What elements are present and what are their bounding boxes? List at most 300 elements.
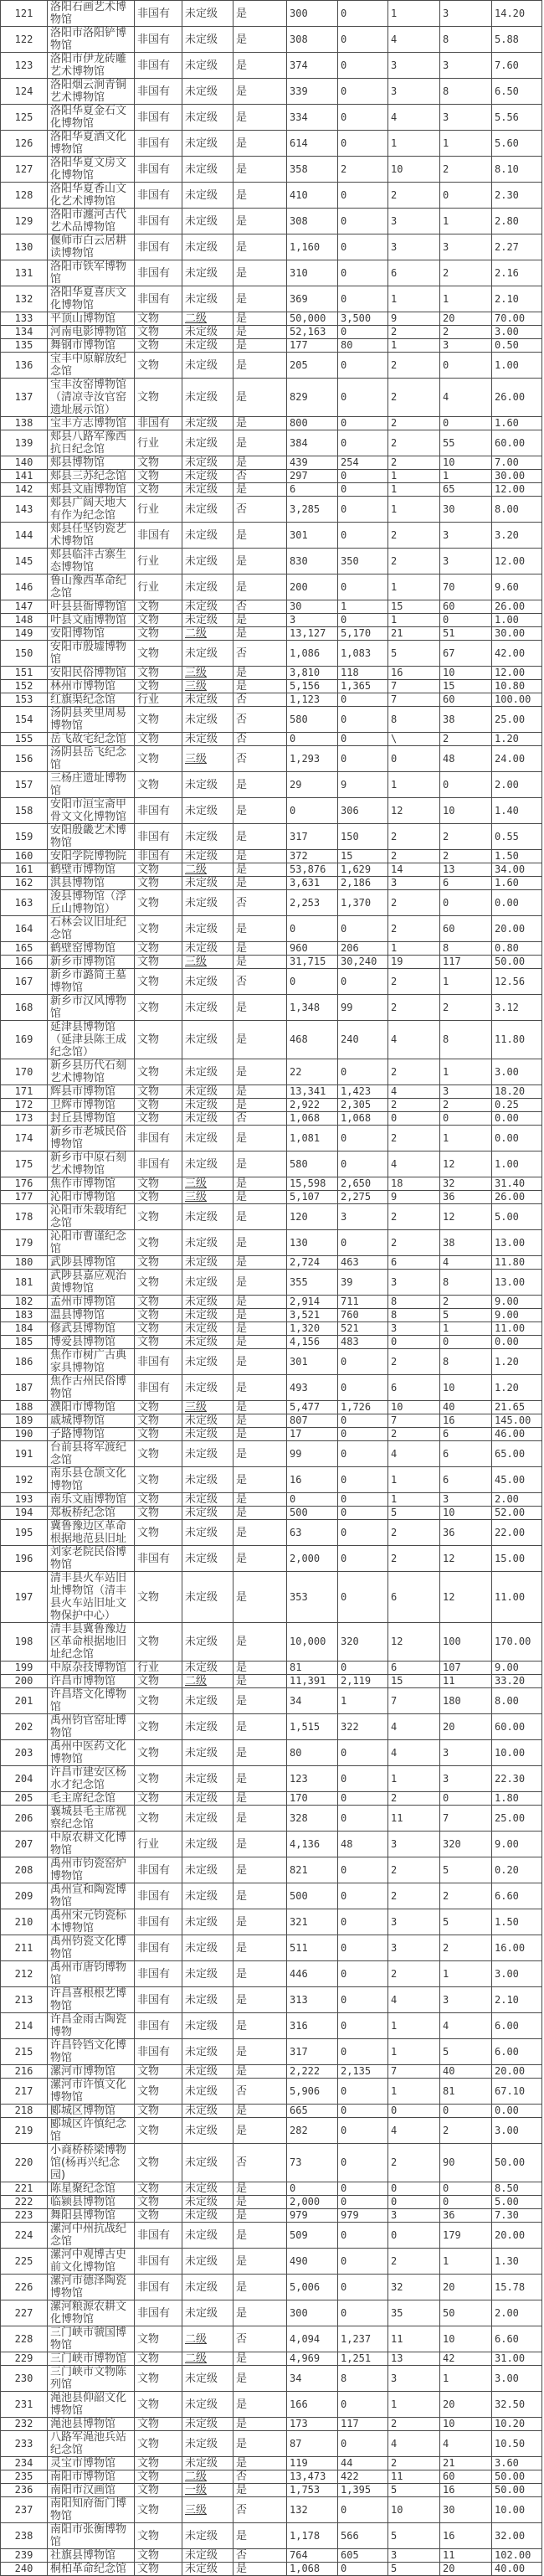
- table-row: [1, 157, 542, 183]
- table-row: [1, 2457, 542, 2470]
- row-number-cell: 238: [1, 2523, 48, 2549]
- table-row: [1, 1883, 542, 1909]
- museum-name-cell: 许昌塔文化博物馆: [48, 1688, 135, 1714]
- yes-no-cell: 是: [234, 956, 287, 969]
- row-number-cell: 137: [1, 379, 48, 417]
- grade-cell: 未定级: [182, 969, 234, 995]
- museum-name-cell: 台前县将军渡纪念馆: [48, 1441, 135, 1467]
- numeric-cell-1: 328: [287, 1806, 338, 1832]
- table-row: [1, 850, 542, 863]
- grade-cell: 未定级: [182, 497, 234, 523]
- museum-name-cell: 卫辉市博物馆: [48, 1099, 135, 1112]
- numeric-cell-4: 10: [440, 2326, 492, 2352]
- table-row: [1, 1349, 542, 1375]
- yes-no-cell: 是: [234, 1296, 287, 1309]
- row-number-cell: 196: [1, 1546, 48, 1572]
- museum-name-cell: 安阳学院博物院: [48, 850, 135, 863]
- numeric-cell-5: 20.00: [492, 916, 542, 942]
- numeric-cell-3: 16: [388, 667, 440, 680]
- row-number-cell: 230: [1, 2366, 48, 2392]
- table-row: [1, 105, 542, 131]
- category-cell: 文物: [135, 1572, 182, 1623]
- numeric-cell-1: 6: [287, 483, 338, 497]
- numeric-cell-4: 2: [440, 995, 492, 1021]
- row-number-cell: 213: [1, 1987, 48, 2013]
- category-cell: 非国有: [135, 2223, 182, 2249]
- table-row: [1, 2079, 542, 2105]
- numeric-cell-2: 0: [338, 53, 388, 79]
- numeric-cell-2: 0: [338, 1349, 388, 1375]
- yes-no-cell: 是: [234, 157, 287, 183]
- museum-name-cell: 宝丰汝窑博物馆（清凉寺汝官窑遗址展示馆）: [48, 379, 135, 417]
- numeric-cell-5: 31.40: [492, 1177, 542, 1191]
- row-number-cell: 207: [1, 1832, 48, 1857]
- yes-no-cell: 是: [234, 1675, 287, 1688]
- numeric-cell-3: 18: [388, 1177, 440, 1191]
- table-row: [1, 1572, 542, 1623]
- numeric-cell-4: 2: [440, 733, 492, 746]
- grade-cell: [182, 627, 234, 641]
- yes-no-cell: 是: [234, 1493, 287, 1507]
- table-row: [1, 1675, 542, 1688]
- row-number-cell: 178: [1, 1204, 48, 1230]
- numeric-cell-4: 11: [440, 2549, 492, 2563]
- numeric-cell-1: 800: [287, 417, 338, 430]
- numeric-cell-1: 1,068: [287, 1112, 338, 1126]
- grade-cell: [182, 2484, 234, 2497]
- grade-cell: 未定级: [182, 2275, 234, 2300]
- row-number-cell: 233: [1, 2431, 48, 2457]
- table-row: [1, 1336, 542, 1349]
- table-row: [1, 183, 542, 209]
- numeric-cell-1: 166: [287, 2392, 338, 2418]
- yes-no-cell: 是: [234, 2431, 287, 2457]
- row-number-cell: 124: [1, 79, 48, 105]
- category-cell: 非国有: [135, 209, 182, 234]
- grade-underlined-text: 二级: [185, 1675, 208, 1687]
- numeric-cell-1: 317: [287, 2039, 338, 2065]
- numeric-cell-1: 308: [287, 27, 338, 53]
- numeric-cell-2: 1,251: [338, 2352, 388, 2366]
- numeric-cell-1: 2,914: [287, 1296, 338, 1309]
- row-number-cell: 184: [1, 1322, 48, 1336]
- row-number-cell: 193: [1, 1493, 48, 1507]
- numeric-cell-5: 26.00: [492, 379, 542, 417]
- numeric-cell-5: 31.00: [492, 2352, 542, 2366]
- row-number-cell: 173: [1, 1112, 48, 1126]
- museum-name-cell: 岳飞故宅纪念馆: [48, 733, 135, 746]
- yes-no-cell: 是: [234, 1507, 287, 1520]
- museum-name-cell: 漯河中观博古史前文化博物馆: [48, 2249, 135, 2275]
- numeric-cell-3: 13: [388, 2352, 440, 2366]
- numeric-cell-5: 33.20: [492, 1675, 542, 1688]
- museum-name-cell: 鲁山豫西革命纪念馆: [48, 574, 135, 600]
- category-cell: 文物: [135, 733, 182, 746]
- row-number-cell: 148: [1, 614, 48, 627]
- numeric-cell-5: 0.80: [492, 942, 542, 956]
- table-row: [1, 234, 542, 260]
- numeric-cell-3: 3: [388, 2209, 440, 2223]
- grade-cell: 未定级: [182, 1935, 234, 1961]
- numeric-cell-1: 301: [287, 1349, 338, 1375]
- row-number-cell: 161: [1, 863, 48, 877]
- museum-name-cell: 许昌喜根根艺博物馆: [48, 1987, 135, 2013]
- grade-cell: 未定级: [182, 2549, 234, 2563]
- table-row: [1, 1714, 542, 1740]
- grade-cell: 未定级: [182, 614, 234, 627]
- numeric-cell-1: 81: [287, 1662, 338, 1675]
- grade-cell: 未定级: [182, 209, 234, 234]
- grade-cell: 未定级: [182, 1296, 234, 1309]
- numeric-cell-4: 3: [440, 339, 492, 353]
- museum-name-cell: 河南电影博物馆: [48, 326, 135, 339]
- museum-name-cell: 洛阳石画艺术博物馆: [48, 1, 135, 27]
- numeric-cell-3: 4: [388, 1740, 440, 1766]
- grade-cell: 未定级: [182, 456, 234, 470]
- numeric-cell-2: 0: [338, 1740, 388, 1766]
- numeric-cell-4: 3: [440, 53, 492, 79]
- museum-name-cell: 陈星聚纪念馆: [48, 2182, 135, 2196]
- numeric-cell-3: 8: [388, 1309, 440, 1322]
- numeric-cell-3: 1: [388, 497, 440, 523]
- grade-cell: 未定级: [182, 1806, 234, 1832]
- numeric-cell-3: 6: [388, 1572, 440, 1623]
- numeric-cell-1: 3,810: [287, 667, 338, 680]
- yes-no-cell: 是: [234, 772, 287, 798]
- grade-cell: 未定级: [182, 2144, 234, 2182]
- grade-cell: 未定级: [182, 916, 234, 942]
- grade-cell: 未定级: [182, 2392, 234, 2418]
- numeric-cell-1: 170: [287, 1792, 338, 1806]
- museum-name-cell: 中原农耕文化博物馆: [48, 1832, 135, 1857]
- table-row: [1, 2065, 542, 2079]
- numeric-cell-2: 711: [338, 1296, 388, 1309]
- yes-no-cell: 否: [234, 733, 287, 746]
- yes-no-cell: 是: [234, 1623, 287, 1662]
- grade-cell: 未定级: [182, 693, 234, 707]
- numeric-cell-3: 4: [388, 1714, 440, 1740]
- numeric-cell-5: 21.65: [492, 1401, 542, 1414]
- numeric-cell-5: 46.00: [492, 1428, 542, 1441]
- numeric-cell-4: 10: [440, 2418, 492, 2431]
- table-row: [1, 1987, 542, 2013]
- numeric-cell-1: 1,160: [287, 234, 338, 260]
- numeric-cell-4: 20: [440, 1714, 492, 1740]
- yes-no-cell: 是: [234, 79, 287, 105]
- table-row: [1, 1832, 542, 1857]
- museum-name-cell: 南阳市张衡博物馆: [48, 2523, 135, 2549]
- yes-no-cell: 是: [234, 523, 287, 549]
- table-row: [1, 470, 542, 483]
- row-number-cell: 177: [1, 1191, 48, 1204]
- museum-name-cell: 舞钢市博物馆: [48, 339, 135, 353]
- numeric-cell-4: 0: [440, 1112, 492, 1126]
- yes-no-cell: 是: [234, 1909, 287, 1935]
- row-number-cell: 131: [1, 260, 48, 286]
- numeric-cell-4: 16: [440, 2484, 492, 2497]
- grade-cell: 未定级: [182, 1441, 234, 1467]
- numeric-cell-3: 1: [388, 574, 440, 600]
- row-number-cell: 204: [1, 1766, 48, 1792]
- numeric-cell-4: 1: [440, 1322, 492, 1336]
- row-number-cell: 136: [1, 353, 48, 379]
- numeric-cell-5: 10.50: [492, 2431, 542, 2457]
- numeric-cell-2: 0: [338, 353, 388, 379]
- numeric-cell-3: 3: [388, 1832, 440, 1857]
- numeric-cell-3: 3: [388, 2366, 440, 2392]
- row-number-cell: 176: [1, 1177, 48, 1191]
- numeric-cell-4: 12: [440, 1546, 492, 1572]
- museum-name-cell: 禹州宣和陶瓷博物馆: [48, 1883, 135, 1909]
- numeric-cell-5: 9.00: [492, 1662, 542, 1675]
- grade-cell: 未定级: [182, 707, 234, 733]
- numeric-cell-4: 3: [440, 1, 492, 27]
- numeric-cell-1: 317: [287, 824, 338, 850]
- museum-name-cell: 林州市博物馆: [48, 680, 135, 693]
- numeric-cell-4: 60: [440, 916, 492, 942]
- table-row: [1, 574, 542, 600]
- table-row: [1, 1151, 542, 1177]
- yes-no-cell: 是: [234, 1883, 287, 1909]
- numeric-cell-1: 509: [287, 2223, 338, 2249]
- yes-no-cell: 否: [234, 2079, 287, 2105]
- numeric-cell-4: 1: [440, 470, 492, 483]
- grade-cell: 未定级: [182, 798, 234, 824]
- numeric-cell-2: 0: [338, 1662, 388, 1675]
- table-row: [1, 2182, 542, 2196]
- numeric-cell-3: 15: [388, 600, 440, 614]
- grade-cell: 未定级: [182, 1126, 234, 1151]
- numeric-cell-5: 6.50: [492, 79, 542, 105]
- table-row: [1, 1662, 542, 1675]
- numeric-cell-4: 5: [440, 1309, 492, 1322]
- museum-name-cell: 洛阳华夏喜庆文化博物馆: [48, 286, 135, 312]
- numeric-cell-2: 0: [338, 1546, 388, 1572]
- numeric-cell-1: 5,107: [287, 1191, 338, 1204]
- museum-name-cell: 南阳市博物馆: [48, 2470, 135, 2484]
- row-number-cell: 160: [1, 850, 48, 863]
- numeric-cell-5: 5.60: [492, 131, 542, 157]
- table-row: [1, 2223, 542, 2249]
- numeric-cell-2: 2,119: [338, 1675, 388, 1688]
- numeric-cell-3: 2: [388, 1126, 440, 1151]
- grade-cell: 未定级: [182, 1414, 234, 1428]
- numeric-cell-5: 11.80: [492, 1021, 542, 1059]
- numeric-cell-2: 306: [338, 798, 388, 824]
- numeric-cell-1: 300: [287, 1, 338, 27]
- museum-name-cell: 新乡市中原石刻艺术博物馆: [48, 1151, 135, 1177]
- numeric-cell-2: 8: [338, 2366, 388, 2392]
- numeric-cell-1: 446: [287, 1961, 338, 1987]
- row-number-cell: 214: [1, 2013, 48, 2039]
- numeric-cell-5: 145.00: [492, 1414, 542, 1428]
- numeric-cell-1: 374: [287, 53, 338, 79]
- numeric-cell-1: 130: [287, 1230, 338, 1256]
- row-number-cell: 219: [1, 2118, 48, 2144]
- numeric-cell-5: 10.80: [492, 680, 542, 693]
- numeric-cell-2: 0: [338, 1520, 388, 1546]
- numeric-cell-5: 24.00: [492, 746, 542, 772]
- grade-cell: 未定级: [182, 1309, 234, 1322]
- numeric-cell-5: 2.16: [492, 260, 542, 286]
- numeric-cell-3: 2: [388, 1857, 440, 1883]
- numeric-cell-2: 483: [338, 1336, 388, 1349]
- grade-cell: 未定级: [182, 1336, 234, 1349]
- numeric-cell-4: 6: [440, 1467, 492, 1493]
- numeric-cell-3: 1: [388, 772, 440, 798]
- grade-underlined-text: 三级: [185, 667, 208, 679]
- numeric-cell-3: 12: [388, 798, 440, 824]
- numeric-cell-1: 490: [287, 2249, 338, 2275]
- yes-no-cell: 是: [234, 1322, 287, 1336]
- numeric-cell-3: 1: [388, 2079, 440, 2105]
- grade-cell: 未定级: [182, 1375, 234, 1401]
- museum-name-cell: 辉县市博物馆: [48, 1085, 135, 1099]
- numeric-cell-5: 25.00: [492, 707, 542, 733]
- numeric-cell-1: 87: [287, 2431, 338, 2457]
- numeric-cell-5: 30.00: [492, 470, 542, 483]
- yes-no-cell: 是: [234, 2182, 287, 2196]
- numeric-cell-5: 0.00: [492, 1126, 542, 1151]
- category-cell: 文物: [135, 379, 182, 417]
- grade-cell: 未定级: [182, 157, 234, 183]
- museum-name-cell: 汤阴县岳飞纪念馆: [48, 746, 135, 772]
- numeric-cell-5: 9.00: [492, 1832, 542, 1857]
- museum-name-cell: 郏县任坚钧瓷艺术博物馆: [48, 523, 135, 549]
- yes-no-cell: 否: [234, 470, 287, 483]
- table-row: [1, 824, 542, 850]
- numeric-cell-2: 0: [338, 1493, 388, 1507]
- grade-cell: 未定级: [182, 1792, 234, 1806]
- row-number-cell: 232: [1, 2418, 48, 2431]
- numeric-cell-3: 9: [388, 312, 440, 326]
- numeric-cell-2: 760: [338, 1309, 388, 1322]
- numeric-cell-3: 1: [388, 470, 440, 483]
- category-cell: 文物: [135, 614, 182, 627]
- grade-cell: 未定级: [182, 1204, 234, 1230]
- numeric-cell-1: 297: [287, 470, 338, 483]
- numeric-cell-1: 310: [287, 260, 338, 286]
- numeric-cell-1: 1,348: [287, 995, 338, 1021]
- numeric-cell-1: 13,341: [287, 1085, 338, 1099]
- museum-name-cell: 中原杂技博物馆: [48, 1662, 135, 1675]
- table-row: [1, 286, 542, 312]
- museum-name-cell: 宝丰中原解放纪念馆: [48, 353, 135, 379]
- numeric-cell-1: 807: [287, 1414, 338, 1428]
- yes-no-cell: 否: [234, 2497, 287, 2523]
- row-number-cell: 201: [1, 1688, 48, 1714]
- numeric-cell-4: 1: [440, 131, 492, 157]
- numeric-cell-5: 1.00: [492, 1151, 542, 1177]
- row-number-cell: 157: [1, 772, 48, 798]
- museum-name-cell: 安阳市殷墟博物馆: [48, 641, 135, 667]
- table-row: [1, 430, 542, 456]
- category-cell: 文物: [135, 2497, 182, 2523]
- table-row: [1, 1623, 542, 1662]
- museum-name-cell: 清丰县火车站旧址博物馆（清丰县火车站旧址文物保护中心）: [48, 1572, 135, 1623]
- numeric-cell-1: 120: [287, 1204, 338, 1230]
- numeric-cell-5: 52.00: [492, 1507, 542, 1520]
- grade-cell: 未定级: [182, 1322, 234, 1336]
- numeric-cell-1: 830: [287, 549, 338, 574]
- numeric-cell-3: 3: [388, 234, 440, 260]
- row-number-cell: 129: [1, 209, 48, 234]
- numeric-cell-3: 2: [388, 2418, 440, 2431]
- row-number-cell: 139: [1, 430, 48, 456]
- row-number-cell: 187: [1, 1375, 48, 1401]
- category-cell: 行业: [135, 497, 182, 523]
- numeric-cell-4: 2: [440, 2118, 492, 2144]
- row-number-cell: 138: [1, 417, 48, 430]
- numeric-cell-3: 5: [388, 641, 440, 667]
- grade-cell: 未定级: [182, 2249, 234, 2275]
- numeric-cell-4: 2: [440, 1883, 492, 1909]
- category-cell: 文物: [135, 1806, 182, 1832]
- numeric-cell-1: 1,123: [287, 693, 338, 707]
- numeric-cell-1: 177: [287, 339, 338, 353]
- row-number-cell: 183: [1, 1309, 48, 1322]
- grade-cell: 未定级: [182, 1688, 234, 1714]
- numeric-cell-3: 2: [388, 1961, 440, 1987]
- museum-name-cell: 小商桥桥梁博物馆(杨再兴纪念园): [48, 2144, 135, 2182]
- yes-no-cell: 是: [234, 209, 287, 234]
- numeric-cell-4: 90: [440, 2144, 492, 2182]
- row-number-cell: 170: [1, 1059, 48, 1085]
- numeric-cell-5: 2.30: [492, 183, 542, 209]
- table-row: [1, 2144, 542, 2182]
- numeric-cell-3: 21: [388, 627, 440, 641]
- row-number-cell: 239: [1, 2549, 48, 2563]
- category-cell: 文物: [135, 2144, 182, 2182]
- category-cell: 文物: [135, 2470, 182, 2484]
- numeric-cell-5: 1.20: [492, 1349, 542, 1375]
- numeric-cell-4: 3: [440, 105, 492, 131]
- table-row: [1, 1230, 542, 1256]
- numeric-cell-4: 32: [440, 1177, 492, 1191]
- category-cell: 文物: [135, 1792, 182, 1806]
- category-cell: 文物: [135, 746, 182, 772]
- numeric-cell-1: 321: [287, 1909, 338, 1935]
- row-number-cell: 200: [1, 1675, 48, 1688]
- yes-no-cell: 否: [234, 746, 287, 772]
- category-cell: 文物: [135, 2484, 182, 2497]
- yes-no-cell: 是: [234, 1099, 287, 1112]
- category-cell: 非国有: [135, 824, 182, 850]
- category-cell: 非国有: [135, 798, 182, 824]
- table-row: [1, 2431, 542, 2457]
- numeric-cell-2: 1,083: [338, 641, 388, 667]
- numeric-cell-3: 10: [388, 2497, 440, 2523]
- row-number-cell: 216: [1, 2065, 48, 2079]
- category-cell: 文物: [135, 1270, 182, 1296]
- numeric-cell-1: 3: [287, 614, 338, 627]
- category-cell: 行业: [135, 1832, 182, 1857]
- row-number-cell: 199: [1, 1662, 48, 1675]
- numeric-cell-2: 0: [338, 707, 388, 733]
- category-cell: 行业: [135, 430, 182, 456]
- grade-cell: 未定级: [182, 2065, 234, 2079]
- numeric-cell-1: 29: [287, 772, 338, 798]
- numeric-cell-2: 0: [338, 1766, 388, 1792]
- grade-cell: 未定级: [182, 2105, 234, 2118]
- numeric-cell-2: 0: [338, 1806, 388, 1832]
- numeric-cell-3: 12: [388, 1623, 440, 1662]
- category-cell: 文物: [135, 772, 182, 798]
- numeric-cell-3: 0: [388, 746, 440, 772]
- numeric-cell-1: 2,922: [287, 1099, 338, 1112]
- grade-cell: 未定级: [182, 523, 234, 549]
- table-row: [1, 260, 542, 286]
